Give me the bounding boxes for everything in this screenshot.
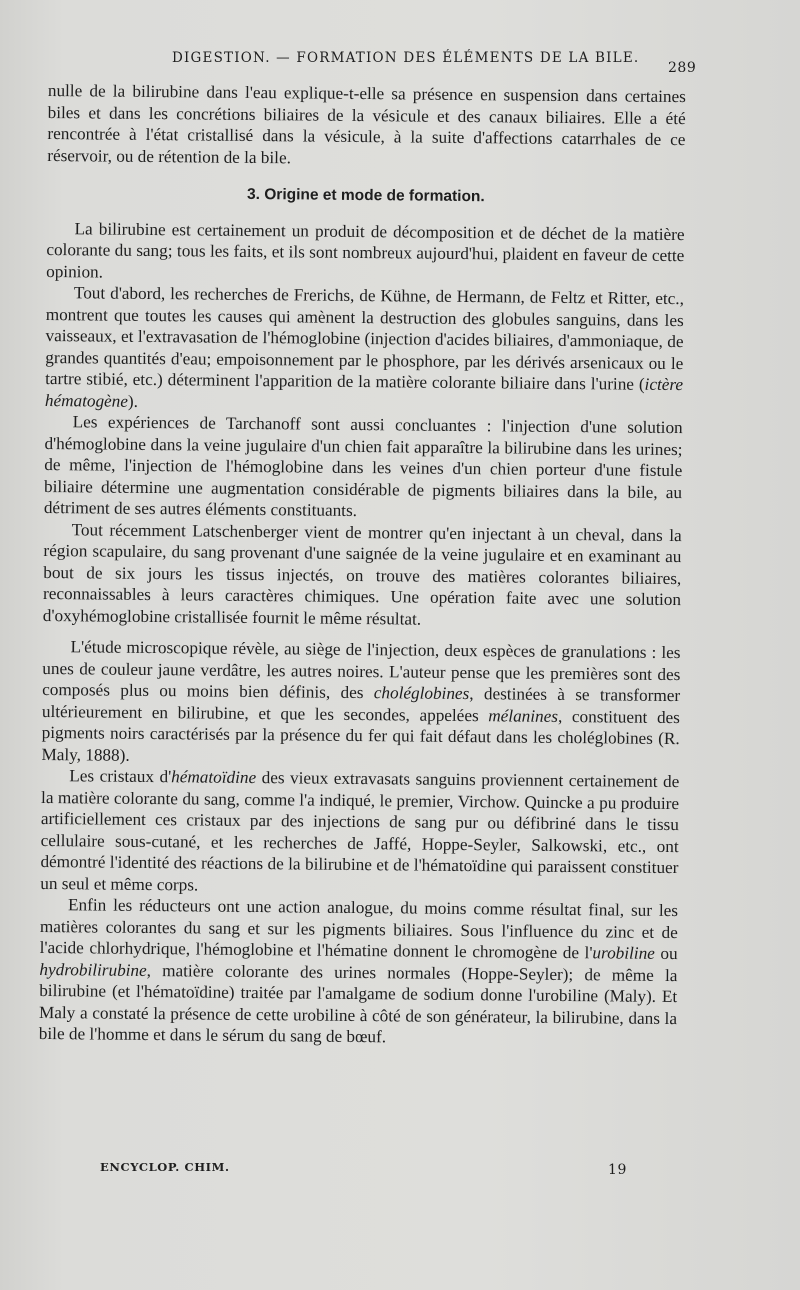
- paragraph-reducteurs: [39, 894, 678, 1051]
- paragraph-microscopic-study: [41, 636, 680, 771]
- text-run: , matière colorante des urines normales (Hoppe-Seyler); de même la bilirubine (et l'hématoïdine) traitée par l'amalgame de sodium donne l'urobiline (Maly). Et Maly a constaté la présence de cette urobiline à côté de son générateur, la bilirubine, dans la bile de l'homme et dans le sérum du sang de bœuf.: [38, 960, 678, 1047]
- text-run: ou: [654, 943, 678, 964]
- italic-term: urobiline: [592, 943, 655, 963]
- text-run: Les cristaux d': [69, 766, 172, 787]
- paragraph-continuation: nulle de la bilirubine dans l'eau explique-t-elle sa présence en suspension dans certaines biles et dans les concrétions biliaires de la vésicule et des canaux biliaires. Elle a été rencontrée à l'état cristallisé dans la vésicule, à la suite d'affections catarrhales de ce réservoir, ou de rétention de la bile.: [47, 80, 686, 167]
- page-number: 289: [668, 60, 697, 76]
- italic-term: ictère hématogène: [44, 374, 684, 411]
- text-run: ).: [127, 391, 139, 411]
- text-run: des vieux extravasats sanguins proviennent certainement de la matière colorante du sang, comme l'a indiqué, le premier, Virchow. Quincke a pu produire artificiellement ces cristaux par des injections de sang pur ou défibriné dans le tissu cellulaire sous-cutané, et les recherches de Jaffé, Hoppe-Seyler, Salkowski, etc., ont démontré l'identité des réactions de la bilirubine et de l'hématoïdine qui paraissent constituer un seul et même corps.: [40, 768, 680, 894]
- paragraph-bilirubine-origin: La bilirubine est certainement un produit de décomposition et de déchet de la matière colorante du sang; tous les faits, et ils sont nombreux aujourd'hui, plaident en faveur de cette opinion.: [46, 218, 685, 282]
- running-title: DIGESTION. — FORMATION DES ÉLÉMENTS DE LA BILE.: [172, 50, 640, 66]
- paragraph-latschenberger: Tout récemment Latschenberger vient de montrer qu'en injectant à un cheval, dans la région scapulaire, du sang provenant d'une saignée de la veine jugulaire et en examinant au bout de six jours les tissus injectés, on trouve des matières colorantes biliaires, reconnaissables à leurs caractères chimiques. Une opération faite avec une solution d'oxyhémoglobine cristallisée fournit le même résultat.: [42, 519, 682, 629]
- paragraph-hematoidine: [40, 765, 679, 900]
- paragraph-frerichs: [45, 282, 684, 417]
- signature-mark: ENCYCLOP. CHIM.: [100, 1160, 230, 1174]
- italic-term: hydrobilirubine: [39, 959, 147, 980]
- italic-term: mélanines: [488, 705, 559, 726]
- body-text: [39, 80, 686, 1051]
- text-run: Tout d'abord, les recherches de Frerichs, de Kühne, de Hermann, de Feltz et Ritter, etc., montrent que toutes les causes qui amènent la destruction des globules sanguins, dans les vaisseaux, et l'extravasation de l'hémoglobine (injection d'acides biliaires, d'ammoniaque, de grandes quantités d'eau; empoisonnement par le phosphore, par les dérivés arsenicaux ou le tartre stibié, etc.) déterminent l'apparition de la matière colorante biliaire dans l'urine (: [45, 283, 685, 394]
- section-heading: 3. Origine et mode de formation.: [246, 185, 485, 206]
- text-run: Enfin les réducteurs ont une action analogue, du moins comme résultat final, sur les matières colorantes du sang et sur les pigments biliaires. Sous l'influence du zinc et de l'acide chlorhydrique, l'hémoglobine et l'hématine donnent le chromogène de l': [39, 895, 679, 963]
- paragraph-tarchanoff: Les expériences de Tarchanoff sont aussi concluantes : l'injection d'une solution d'hémoglobine dans la veine jugulaire d'un chien fait apparaître la bilirubine dans les urines; de même, l'injection de l'hémoglobine dans les veines d'un chien porteur d'une fistule biliaire détermine une augmentation considérable de pigments biliaires dans la bile, au détriment de ses autres éléments constituants.: [43, 412, 683, 520]
- text-run: L'étude microscopique révèle, au siège de l'injection, deux espèces de granulations : les unes de couleur jaune verdâtre, les autres noires. L'auteur pense que les premières sont des composés plus ou moins bien définis, des: [42, 637, 681, 703]
- italic-term: choléglobines: [373, 683, 470, 704]
- text-run: , destinées à se transformer ultérieurement en bilirubine, et que les secondes, appelées: [41, 684, 681, 725]
- text-run: , constituent des pigments noirs caractérisés par la présence du fer qui fait défaut dans les choléglobines (R. Maly, 1888).: [41, 706, 681, 765]
- signature-number: 19: [608, 1162, 628, 1178]
- italic-term: hématoïdine: [171, 767, 257, 788]
